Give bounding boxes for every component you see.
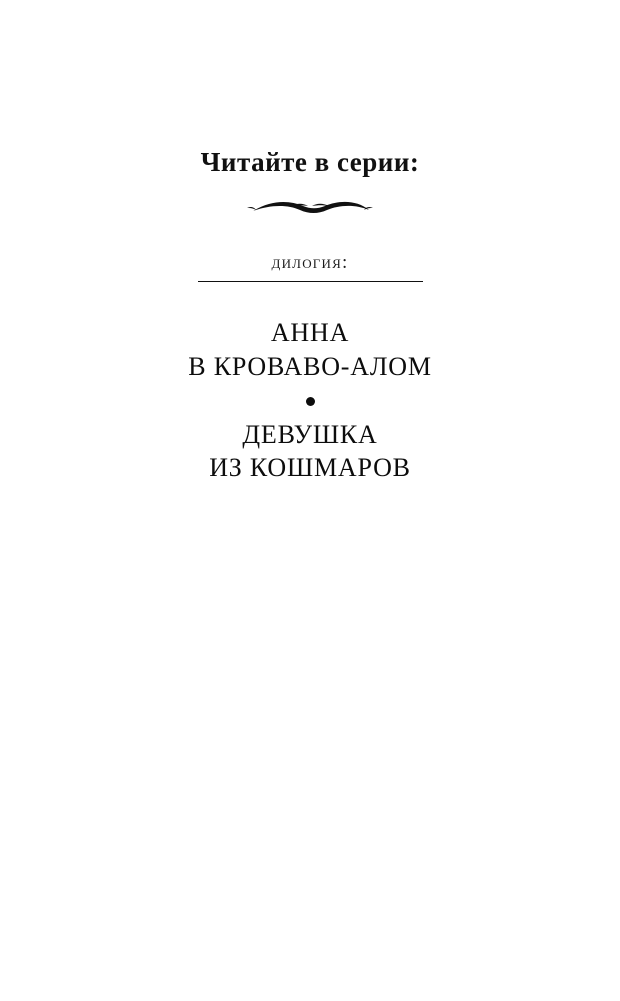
separator-dot-icon (306, 397, 315, 406)
book-title-line: АННА (270, 318, 350, 348)
series-list-block (0, 148, 620, 484)
list-item (0, 418, 620, 485)
book-title-line: В КРОВАВО-АЛОМ (188, 351, 432, 381)
subsection-block (198, 252, 423, 283)
book-title-list (0, 316, 620, 484)
book-title-line: ДЕВУШКА (242, 419, 378, 449)
horizontal-rule (198, 281, 423, 283)
flourish-ornament (0, 192, 620, 222)
subsection-label: дилогия: (271, 251, 349, 273)
page-title: Читайте в серии: (200, 147, 420, 177)
book-title-line: ИЗ КОШМАРОВ (209, 453, 411, 483)
list-item (0, 316, 620, 383)
